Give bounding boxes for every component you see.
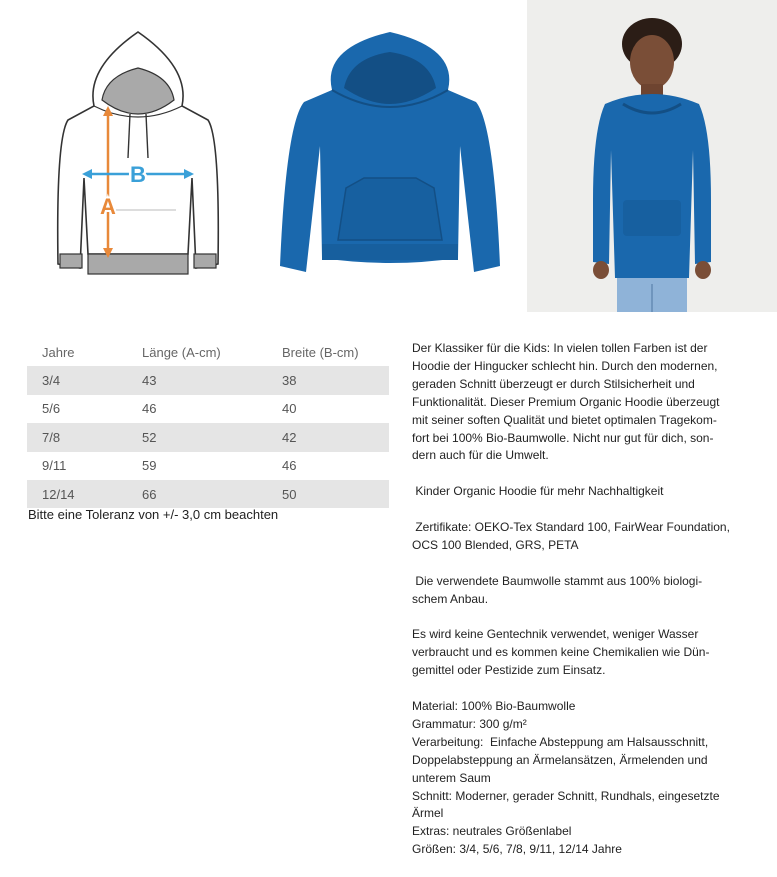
text-line: Kinder Organic Hoodie für mehr Nachhaltigkeit bbox=[412, 484, 664, 499]
text-line: fort bei 100% Bio-Baumwolle. Nicht nur gut für dich, son- bbox=[412, 430, 714, 445]
spec-material: Material: 100% Bio-Baumwolle bbox=[412, 699, 576, 714]
measurement-diagram bbox=[48, 28, 228, 292]
table-row bbox=[27, 452, 389, 480]
text-line: Die verwendete Baumwolle stammt aus 100% biologi- bbox=[412, 573, 703, 588]
text-line: Ärmel bbox=[412, 806, 444, 821]
header-breite: Breite (B-cm) bbox=[282, 344, 359, 360]
size-table bbox=[27, 338, 389, 508]
text-line: Zertifikate: OEKO-Tex Standard 100, FairWear Foundation, bbox=[412, 520, 730, 535]
text-line: unterem Saum bbox=[412, 770, 491, 785]
text-line: mit seiner soften Qualität und bietet optimalen Tragekom- bbox=[412, 412, 717, 427]
cell-size: 12/14 bbox=[42, 486, 75, 502]
cell-size: 5/6 bbox=[42, 401, 61, 417]
cell-size: 9/11 bbox=[42, 458, 67, 474]
spec-schnitt: Schnitt: Moderner, gerader Schnitt, Rundhals, eingesetzte bbox=[412, 788, 720, 803]
table-row bbox=[27, 480, 389, 508]
label-b: B bbox=[130, 162, 146, 187]
cell-width: 38 bbox=[282, 373, 297, 389]
table-header bbox=[27, 338, 389, 366]
text-line: schem Anbau. bbox=[412, 591, 489, 606]
spec-groessen: Größen: 3/4, 5/6, 7/8, 9/11, 12/14 Jahre bbox=[412, 842, 622, 857]
cell-width: 46 bbox=[282, 458, 297, 474]
cell-length: 66 bbox=[142, 486, 157, 502]
cell-width: 40 bbox=[282, 401, 297, 417]
model-photo bbox=[527, 0, 777, 312]
tolerance-note: Bitte eine Toleranz von +/- 3,0 cm beachten bbox=[28, 507, 279, 522]
cell-width: 42 bbox=[282, 429, 297, 445]
sustainability-paragraph bbox=[412, 483, 752, 501]
label-a: A bbox=[100, 194, 116, 219]
spec-grammatur: Grammatur: 300 g/m² bbox=[412, 716, 527, 731]
gentechnik-paragraph bbox=[412, 626, 752, 680]
text-line: dern auch für die Umwelt. bbox=[412, 448, 549, 463]
text-line: Funktionalität. Dieser Premium Organic Hoodie überzeugt bbox=[412, 394, 720, 409]
spec-extras: Extras: neutrales Größenlabel bbox=[412, 824, 572, 839]
text-line: geraden Schnitt überzeugt er durch Stilsicherheit und bbox=[412, 376, 695, 391]
certificates-paragraph bbox=[412, 519, 752, 555]
cell-length: 46 bbox=[142, 401, 157, 417]
text-line: Der Klassiker für die Kids: In vielen tollen Farben ist der bbox=[412, 341, 708, 355]
table-row bbox=[27, 366, 389, 394]
spec-verarbeitung: Verarbeitung: Einfache Absteppung am Halsausschnitt, bbox=[412, 734, 709, 749]
text-line: gemittel oder Pestizide zum Einsatz. bbox=[412, 663, 606, 678]
cell-width: 50 bbox=[282, 486, 297, 502]
text-line: OCS 100 Blended, GRS, PETA bbox=[412, 537, 579, 552]
table-row bbox=[27, 423, 389, 451]
cell-length: 43 bbox=[142, 373, 157, 389]
text-line: Es wird keine Gentechnik verwendet, weniger Wasser bbox=[412, 627, 699, 642]
intro-paragraph bbox=[412, 340, 752, 465]
cell-size: 3/4 bbox=[42, 373, 61, 389]
cell-length: 59 bbox=[142, 458, 157, 474]
table-row bbox=[27, 395, 389, 423]
text-line: Hoodie der Hingucker schlecht hin. Durch den modernen, bbox=[412, 358, 718, 373]
text-line: Doppelabsteppung an Ärmelansätzen, Ärmelenden und bbox=[412, 752, 708, 767]
header-laenge: Länge (A-cm) bbox=[142, 344, 221, 360]
specs-paragraph bbox=[412, 698, 752, 859]
cell-length: 52 bbox=[142, 429, 157, 445]
cotton-paragraph bbox=[412, 573, 752, 609]
header-jahre: Jahre bbox=[42, 344, 75, 360]
product-description bbox=[412, 340, 752, 877]
cell-size: 7/8 bbox=[42, 429, 61, 445]
hoodie-product-image bbox=[272, 28, 508, 278]
child-model-illustration bbox=[527, 0, 777, 312]
text-line: verbraucht und es kommen keine Chemikalien wie Dün- bbox=[412, 645, 710, 660]
